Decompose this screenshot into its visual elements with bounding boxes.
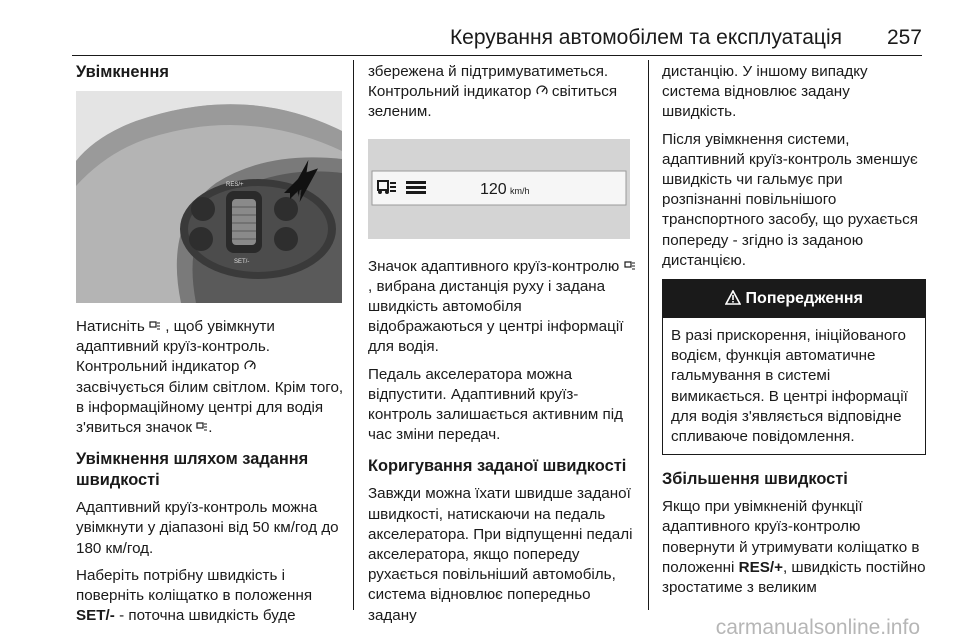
header-rule [72, 55, 922, 56]
text-lights: засвічується білим світлом. Крім того, в інформаційному центрі для водія з'явиться значок [76, 378, 344, 437]
display-speed: 120 [480, 180, 507, 198]
display-unit: km/h [510, 185, 530, 196]
res-label: RES/+ [226, 182, 244, 188]
column-divider-1 [353, 60, 354, 610]
column-2 [368, 62, 636, 626]
adaptive-cruise-icon-3 [624, 260, 636, 272]
warning-icon [725, 290, 741, 305]
text-activate: , щоб увімкнути адаптивний круїз-контроль. Контрольний індикатор [76, 318, 275, 376]
section-title: Керування автомобілем та експлуатація [449, 26, 842, 49]
text-press: Натисніть [76, 318, 145, 335]
adaptive-cruise-icon [149, 320, 161, 332]
warning-header [663, 280, 925, 318]
cruise-indicator-icon [244, 360, 256, 372]
page-number: 257 [886, 26, 922, 49]
column-1: Увімкнення RES/+ SET/- Натисніть , щоб увімкнути адаптивний круїз-контроль. Контрольний індикатор засвічується білим світлом. Крім того, в інформаційному центрі для водія з'явиться значок . Увімкнення шляхом задання швидкості Адаптивний круїз-контроль можна увімкнути у діапазоні від 50 км/год до 180 км/год. Наберіть потрібну швидкість і поверніть коліщатко в положення SET/- - поточна швидкість буде [76, 62, 348, 626]
heading-increase-speed: Збільшення швидкості [662, 470, 848, 489]
adaptive-cruise-icon-2 [196, 421, 208, 433]
text-speed-rises: , швидкість постійно зростатиме з великим [662, 558, 926, 597]
heading-adjust-speed: Коригування заданої швидкості [368, 457, 627, 476]
distance-bars-icon [406, 181, 426, 194]
paragraph-after-activation: Після увімкнення системи, адаптивний круїз-контроль зменшує швидкість чи гальмує при розпізнанні повільнішого транспортного засобу, що рухається попереду - згідно із заданою дистанцією. [662, 130, 918, 269]
column-divider-2 [648, 60, 649, 610]
set-label: SET/- [234, 259, 250, 265]
text-icon-acc: Значок адаптивного круїз-контролю [368, 257, 620, 275]
text-green: світиться зеленим. [368, 83, 618, 121]
paragraph-faster: Завжди можна їхати швидше заданої швидкості, натискаючи на педаль акселератора. При відпущенні педалі акселератора, якщо попереду рухається повільніший автомобіль, система відновлює попередньо задану [368, 485, 633, 624]
paragraph-range: Адаптивний круїз-контроль можна увімкнути у діапазоні від 50 км/год до 180 км/год. [76, 499, 339, 557]
warning-box [662, 279, 926, 455]
heading-set-speed: Увімкнення шляхом задання швидкості [76, 450, 309, 490]
page-header [0, 0, 960, 52]
heading-activation: Увімкнення [76, 63, 169, 81]
text-set-button: SET/- [76, 607, 115, 625]
column-3 [662, 62, 926, 598]
paragraph-pedal: Педаль акселератора можна відпустити. Адаптивний круїз-контроль залишається активним під час зміни передач. [368, 365, 623, 444]
warning-text: В разі прискорення, ініційованого водієм, функція автоматичне гальмування в системі вимикається. В центрі інформації для водія з'являється відповідне спливаюче повідомлення. [671, 327, 908, 446]
text-displayed: , вибрана дистанція руху і задана швидкість автомобіля відображаються у центрі інформації для водія. [368, 277, 624, 356]
warning-title: Попередження [745, 290, 863, 308]
cruise-indicator-icon-green [536, 85, 548, 97]
text-saved: збережена й підтримуватиметься. Контрольний індикатор [368, 63, 609, 101]
text-current-speed: - поточна швидкість буде [119, 607, 296, 625]
driver-info-display-figure [368, 139, 630, 239]
text-dial: Наберіть потрібну швидкість і поверніть коліщатко в положення [76, 566, 313, 605]
text-hold-dial: Якщо при увімкненій функції адаптивного круїз-контролю повернути й утримувати коліщатко в положенні [662, 498, 920, 576]
steering-wheel-figure [76, 91, 342, 303]
text-res-button: RES/+ [738, 558, 783, 576]
paragraph-distance: дистанцію. У іншому випадку система відновлює задану швидкість. [662, 63, 868, 121]
watermark: carmanualsonline.info [715, 616, 920, 639]
